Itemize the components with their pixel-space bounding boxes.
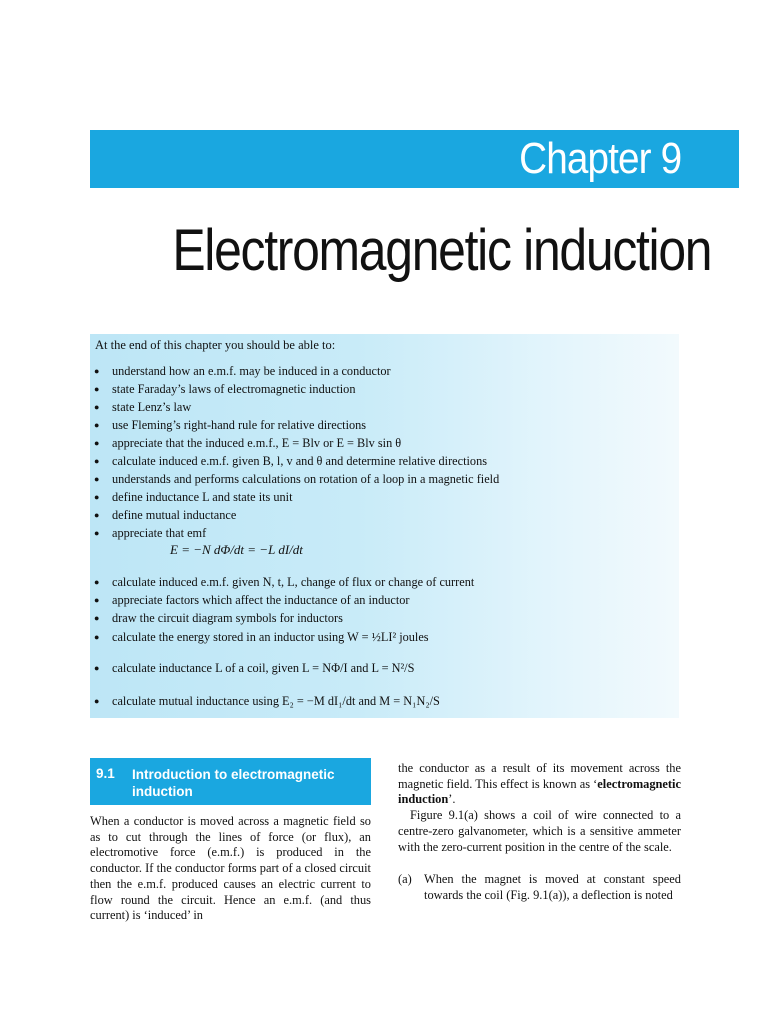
section-heading <box>90 758 371 805</box>
list-label: (a) <box>398 872 412 886</box>
objectives-box <box>90 334 679 718</box>
paragraph: Figure 9.1(a) shows a coil of wire connected to a centre-zero galvanometer, which is a sensitive ammeter with the zero-current position in the centre of the scale. <box>398 808 681 854</box>
objectives-list: ● understand how an e.m.f. may be induced in a conductor ● state Faraday’s laws of electromagnetic induction ● state Lenz’s law ● use Fleming’s right-hand rule for relative directions ● appreciate that the induced e.m.f., E = Blv or E = Blv sin θ ● calculate induced e.m.f. given B, l, v and θ and determine relative directions ● understands and performs calculations on rotation of a loop in a magnetic field ● define inductance L and state its unit ● define mutual inductance ● appreciate that emf ● calculate induced e.m.f. given N, t, L, change of flux or change of current ● appreciate factors which affect the inductance of an inductor ● draw the circuit diagram symbols for inductors ● calculate the energy stored in an inductor using W = ½LI² joules ● calculate inductance L of a coil, given L = NΦ/I and L = N²/S ● calculate mutual inductance using E₂ = −M dI₁/dt and M = N₁N₂/S <box>94 364 500 708</box>
emf-equation: E = −N dΦ/dt = −L dI/dt <box>170 542 303 557</box>
list-text: When the magnet is moved at constant speed towards the coil (Fig. 9.1(a)), a deflection is noted <box>424 872 681 902</box>
chapter-band <box>90 130 739 188</box>
section-title: Introduction to electromagnetic induction <box>132 767 335 799</box>
chapter-title: Electromagnetic induction <box>172 218 712 283</box>
chapter-label: Chapter 9 <box>518 134 681 183</box>
body-right-column <box>398 761 681 855</box>
section-number: 9.1 <box>96 766 115 781</box>
list-item-a <box>398 872 681 903</box>
body-left-column <box>90 814 371 924</box>
paragraph: the conductor as a result of its movement across the magnetic field. This effect is known as ‘electromagnetic induction’. <box>398 761 681 807</box>
paragraph: When a conductor is moved across a magnetic field so as to cut through the lines of force (or flux), an electromotive force (e.m.f.) is produced in the conductor. If the conductor forms part of a closed circuit then the e.m.f. produced causes an electric current to flow round the circuit. Hence an e.m.f. (and thus current) is ‘induced’ in <box>90 814 371 923</box>
objectives-intro: At the end of this chapter you should be able to: <box>95 338 336 352</box>
bold-term: electromagnetic induction <box>398 776 681 807</box>
